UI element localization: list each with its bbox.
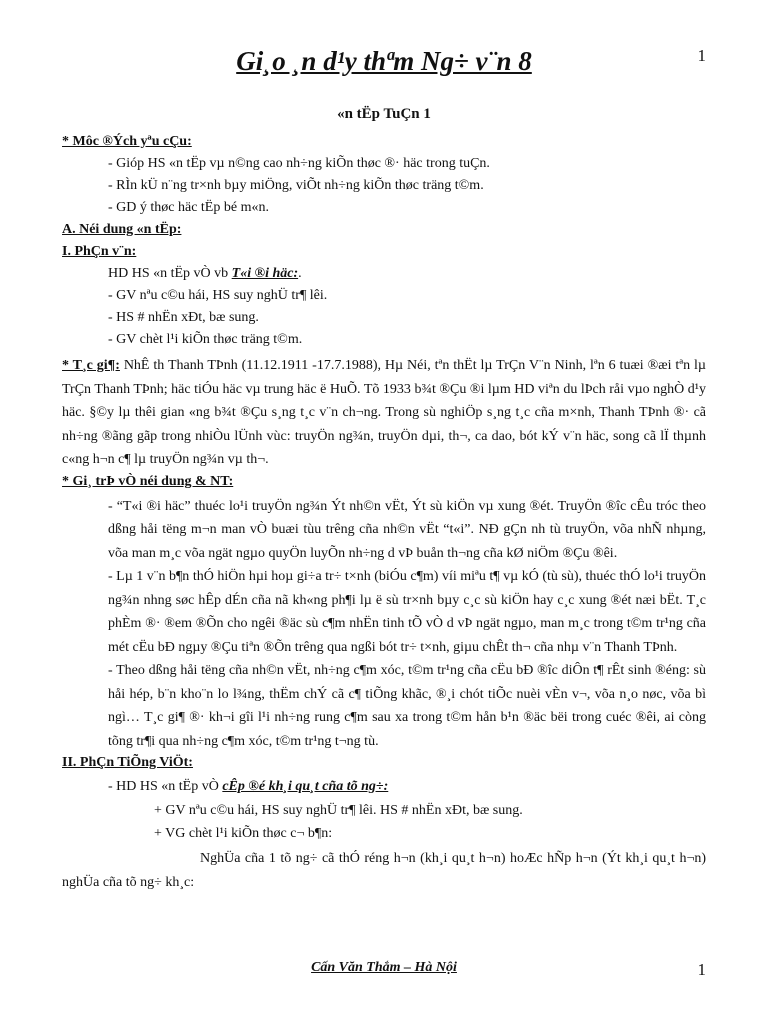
author-text: NhÊ th Thanh TÞnh (11.12.1911 -17.7.1988), Hµ Néi, tªn thËt lµ TrÇn V¨n Ninh, lªn 6 tuæi ®æi tªn lµ TrÇn Thanh TÞnh; häc tiÓu häc vµ trung häc ë HuÕ. Tõ 1933 b¾t ®Çu ®i lµm HD viªn du lÞch råi vµo nghÒ d¹y häc. §©y lµ thêi gian «ng b¾t ®Çu s¸ng t¸c v¨n ch¬ng. Trong sù nghiÖp s¸ng t¸c cña m×nh, Thanh TÞnh ®· cã nh÷ng ®ãng gãp trong nhiÒu lÜnh vùc: truyÖn ng¾n, truyÖn dµi, th¬, ca dao, bót kÝ v¨n häc, song cã lÏ thµnh c«ng h¬n c¶ lµ truyÖn ng¾n vµ th¬.: [62, 358, 706, 467]
page-number-bottom: 1: [697, 960, 706, 979]
literature-item: - GV nªu c©u hái, HS suy nghÜ tr¶ lêi.: [108, 288, 328, 303]
document-subtitle: «n tËp TuÇn 1: [337, 106, 431, 122]
literature-item: - HS # nhËn xÐt, bæ sung.: [108, 310, 259, 325]
literature-intro: [62, 264, 706, 286]
literature-intro-suffix: .: [298, 266, 302, 281]
vietnamese-intro-prefix: - HD HS «n tËp vÒ: [108, 779, 223, 794]
definition-paragraph: [62, 847, 706, 894]
definition-text: NghÜa cña 1 tõ ng÷ cã thÓ réng h¬n (kh¸i qu¸t h¬n) hoÆc hÑp h¬n (Ýt kh¸i qu¸t h¬n) nghÜa cña tõ ng÷ kh¸c:: [62, 851, 706, 890]
literature-intro-prefix: HD HS «n tËp vÒ vb: [108, 266, 232, 281]
section-a-heading: A. Néi dung «n tËp:: [62, 222, 182, 237]
objective-item: - RÌn kÜ n¨ng tr×nh bµy miÖng, viÕt nh÷ng kiÕn thøc träng t©m.: [108, 178, 484, 193]
value-paragraph: - “T«i ®i häc” thuéc lo¹i truyÖn ng¾n Ýt nh©n vËt, Ýt sù kiÖn vµ xung ®ét. TruyÖn ®îc cÊu tróc theo dßng håi tëng m¬n man vÒ buæi tùu trêng cña nh©n vËt “t«i”. NÐ gÇn nh tù truyÖn, võa nhÑ nhµng, võa man m¸c võa ngät ngµo quyÖn luyÕn nh÷ng d vÞ buån th¬ng cña kØ niÖm ®Çu ®êi.: [108, 498, 706, 561]
footer-author: Cấn Văn Thắm – Hà Nội: [311, 960, 457, 975]
section-ii-heading: II. PhÇn TiÕng ViÖt:: [62, 755, 193, 770]
objectives-heading: * Môc ®Ých yªu cÇu:: [62, 134, 192, 149]
literature-item: - GV chèt l¹i kiÕn thøc träng t©m.: [108, 332, 303, 347]
literature-work-title: T«i ®i häc:: [231, 266, 299, 281]
value-paragraph: - Lµ 1 v¨n b¶n thÓ hiÖn hµi hoµ gi÷a tr÷ t×nh (biÓu c¶m) víi miªu t¶ vµ kÓ (tù sù), thuéc thÓ lo¹i truyÖn ng¾n nhng søc hÊp dÉn cña nã kh«ng ph¶i lµ ë sù tr×nh bµy c¸c sù kiÖn hay c¸c xung ®ét næi bËt. T¸c phÈm ®· ®em ®Õn cho ngêi ®äc sù c¶m nhËn tinh tÕ vÒ d vÞ ngät ngµo, man m¸c trong t©m tr¹ng cña mét cËu bÐ ngµy ®Çu tiªn ®Õn trêng qua ngßi bót tr÷ t×nh, giµu chÊt th¬ cña nhµ v¨n Thanh TÞnh.: [108, 569, 706, 655]
author-paragraph: [62, 354, 706, 472]
page-number-top: 1: [697, 46, 706, 65]
document-title: Gi¸o ¸n d¹y thªm Ng÷ v¨n 8: [236, 46, 532, 76]
objective-item: - GD ý thøc häc tËp bé m«n.: [108, 200, 269, 215]
document-body: [62, 132, 706, 894]
objective-item: - Gióp HS «n tËp vµ n©ng cao nh÷ng kiÕn thøc ®· häc trong tuÇn.: [108, 156, 490, 171]
section-i-heading: I. PhÇn v¨n:: [62, 244, 137, 259]
vietnamese-item: + GV nªu c©u hái, HS suy nghÜ tr¶ lêi. HS # nhËn xÐt, bæ sung.: [154, 803, 523, 818]
value-paragraph: - Theo dßng håi tëng cña nh©n vËt, nh÷ng c¶m xóc, t©m tr¹ng cña cËu bÐ ®îc diÔn t¶ rÊt sinh ®éng: sù håi hép, b¨n kho¨n lo l¾ng, thËm chÝ cã c¶ tiÕng khãc, ®¸i chót tiÕc nuèi vÈn v¬, võa n¸o nøc, võa bì ngì… T¸c gi¶ ®· kh¬i gîi l¹i nh÷ng rung c¶m sau xa trong t©m hån b¹n ®äc bëi trong cuéc ®êi, ai còng tõng tr¶i qua nh÷ng c¶m xóc, t©m tr¹ng t¬ng tù.: [108, 663, 706, 749]
author-label: * T¸c gi¶:: [62, 358, 120, 373]
vietnamese-item: + VG chèt l¹i kiÕn thøc c¬ b¶n:: [154, 826, 333, 841]
vietnamese-intro: [62, 777, 706, 801]
vietnamese-topic: cÊp ®é kh¸i qu¸t cña tõ ng÷:: [222, 779, 389, 794]
value-heading: * Gi¸ trÞ vÒ néi dung & NT:: [62, 473, 234, 489]
